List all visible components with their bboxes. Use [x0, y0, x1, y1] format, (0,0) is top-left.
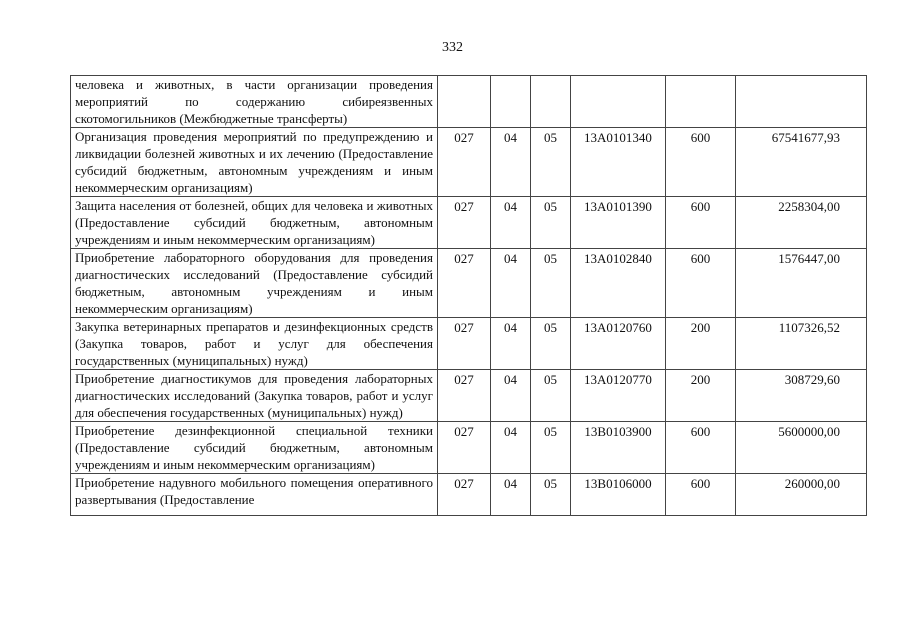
- expense-type-code: 600: [666, 422, 736, 474]
- table-row: [71, 76, 867, 128]
- section-code: 04: [491, 474, 531, 516]
- subsection-code: 05: [531, 197, 571, 249]
- amount: 260000,00: [736, 474, 867, 516]
- row-description: Защита населения от болезней, общих для человека и животных (Предоставление субсидий бюджетным, автономным учреждениям и иным некоммерческим организациям): [71, 197, 438, 249]
- section-code: 04: [491, 249, 531, 318]
- expense-type-code: 200: [666, 318, 736, 370]
- ministry-code: 027: [438, 249, 491, 318]
- amount: [736, 76, 867, 128]
- expense-type-code: 600: [666, 197, 736, 249]
- expense-type-code: 200: [666, 370, 736, 422]
- subsection-code: 05: [531, 474, 571, 516]
- table-row: [71, 474, 867, 516]
- row-description: человека и животных, в части организации проведения мероприятий по содержанию сибиреязвенных скотомогильников (Межбюджетные трансферты): [71, 76, 438, 128]
- section-code: 04: [491, 422, 531, 474]
- section-code: 04: [491, 318, 531, 370]
- amount: 1107326,52: [736, 318, 867, 370]
- amount: 308729,60: [736, 370, 867, 422]
- target-article-code: 13А0102840: [571, 249, 666, 318]
- target-article-code: 13А0101390: [571, 197, 666, 249]
- row-description: Закупка ветеринарных препаратов и дезинфекционных средств (Закупка товаров, работ и услуг для обеспечения государственных (муниципальных) нужд): [71, 318, 438, 370]
- target-article-code: 13В0103900: [571, 422, 666, 474]
- subsection-code: 05: [531, 422, 571, 474]
- budget-table: [70, 75, 867, 516]
- table-row: [71, 128, 867, 197]
- target-article-code: 13А0101340: [571, 128, 666, 197]
- section-code: 04: [491, 197, 531, 249]
- row-description: Приобретение лабораторного оборудования для проведения диагностических исследований (Предоставление субсидий бюджетным, автономным учреждениям и иным некоммерческим организациям): [71, 249, 438, 318]
- subsection-code: [531, 76, 571, 128]
- ministry-code: 027: [438, 128, 491, 197]
- ministry-code: [438, 76, 491, 128]
- target-article-code: [571, 76, 666, 128]
- table-row: [71, 249, 867, 318]
- row-description: Приобретение надувного мобильного помещения оперативного развертывания (Предоставление: [71, 474, 438, 516]
- expense-type-code: 600: [666, 249, 736, 318]
- section-code: 04: [491, 370, 531, 422]
- subsection-code: 05: [531, 249, 571, 318]
- row-description: Приобретение дезинфекционной специальной техники (Предоставление субсидий бюджетным, автономным учреждениям и иным некоммерческим организациям): [71, 422, 438, 474]
- ministry-code: 027: [438, 422, 491, 474]
- row-description: Организация проведения мероприятий по предупреждению и ликвидации болезней животных и их лечению (Предоставление субсидий бюджетным, автономным учреждениям и иным некоммерческим организациям): [71, 128, 438, 197]
- amount: 67541677,93: [736, 128, 867, 197]
- row-description: Приобретение диагностикумов для проведения лабораторных диагностических исследований (Закупка товаров, работ и услуг для обеспечения государственных (муниципальных) нужд): [71, 370, 438, 422]
- subsection-code: 05: [531, 318, 571, 370]
- expense-type-code: [666, 76, 736, 128]
- ministry-code: 027: [438, 318, 491, 370]
- target-article-code: 13А0120770: [571, 370, 666, 422]
- ministry-code: 027: [438, 474, 491, 516]
- table-row: [71, 422, 867, 474]
- amount: 1576447,00: [736, 249, 867, 318]
- target-article-code: 13А0120760: [571, 318, 666, 370]
- page-number: 332: [442, 40, 463, 55]
- subsection-code: 05: [531, 370, 571, 422]
- section-code: 04: [491, 128, 531, 197]
- section-code: [491, 76, 531, 128]
- table-row: [71, 197, 867, 249]
- ministry-code: 027: [438, 197, 491, 249]
- table-row: [71, 318, 867, 370]
- subsection-code: 05: [531, 128, 571, 197]
- expense-type-code: 600: [666, 128, 736, 197]
- target-article-code: 13В0106000: [571, 474, 666, 516]
- expense-type-code: 600: [666, 474, 736, 516]
- amount: 5600000,00: [736, 422, 867, 474]
- amount: 2258304,00: [736, 197, 867, 249]
- table-row: [71, 370, 867, 422]
- ministry-code: 027: [438, 370, 491, 422]
